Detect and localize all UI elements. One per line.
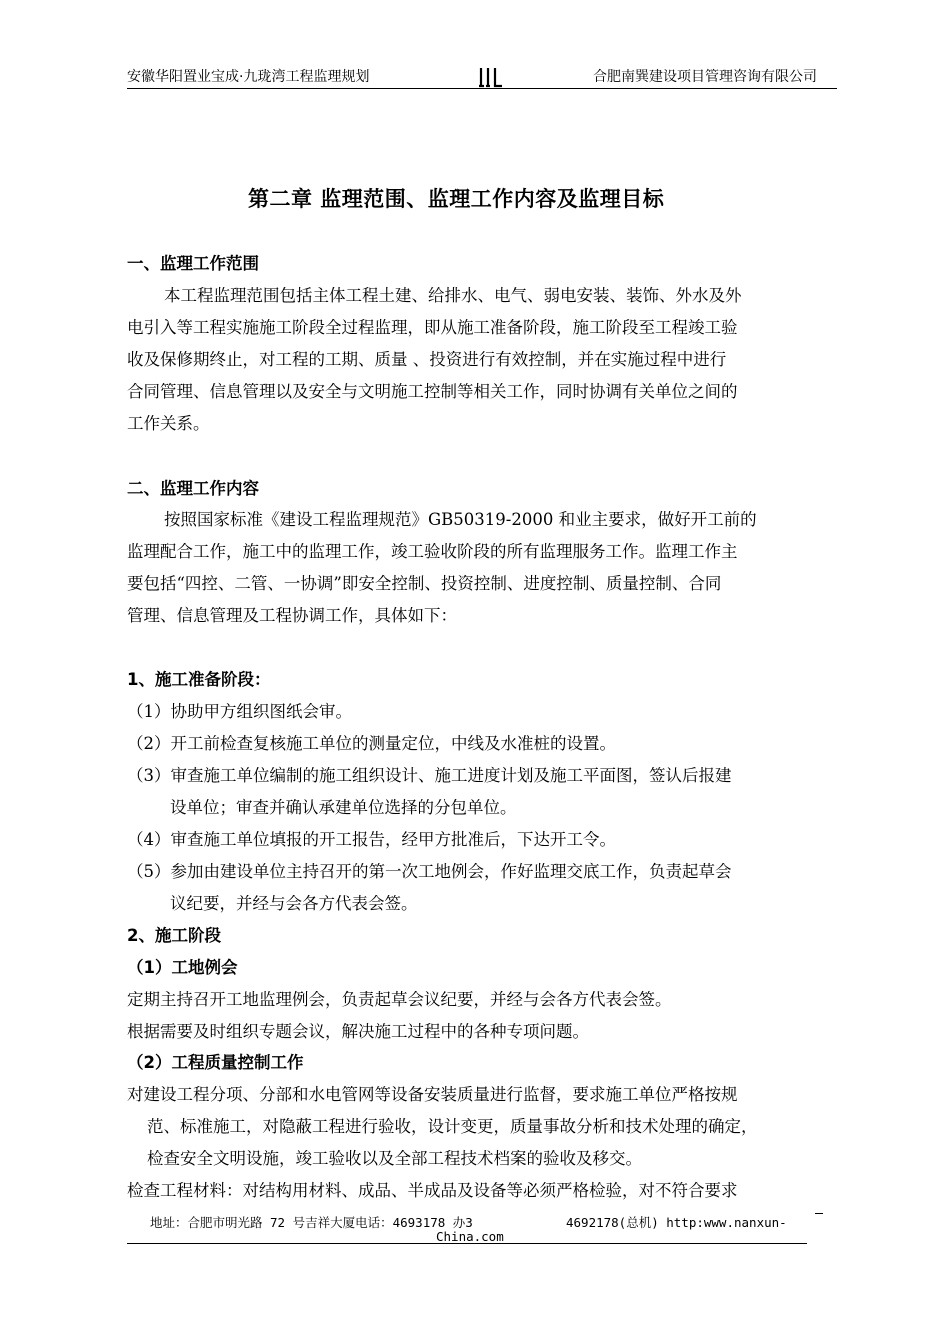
- stage2-sub2-heading: （2）工程质量控制工作: [127, 1053, 304, 1072]
- stage1-item: （1）协助甲方组织图纸会审。: [127, 702, 352, 721]
- footer-address: 地址：合肥市明光路 72 号吉祥大厦电话：4693178 办3: [150, 1215, 473, 1230]
- section1-heading: 一、监理工作范围: [127, 254, 259, 273]
- chapter-title: 第二章 监理范围、监理工作内容及监理目标: [248, 187, 665, 211]
- stage2-sub2-line: 对建设工程分项、分部和水电管网等设备安装质量进行监督，要求施工单位严格按规: [127, 1085, 738, 1104]
- company-logo-icon: [478, 66, 504, 88]
- stage2-sub2-line: 检查工程材料：对结构用材料、成品、半成品及设备等必须严格检验，对不符合要求: [127, 1181, 738, 1200]
- section2-line: 管理、信息管理及工程协调工作，具体如下：: [127, 606, 457, 625]
- stage2-sub2-line: 范、标准施工，对隐蔽工程进行验收，设计变更，质量事故分析和技术处理的确定，: [147, 1117, 758, 1136]
- stage1-item: （5）参加由建设单位主持召开的第一次工地例会，作好监理交底工作，负责起草会: [127, 862, 732, 881]
- stage2-sub1-heading: （1）工地例会: [127, 958, 238, 977]
- footer-web-cont: China.com: [436, 1229, 504, 1244]
- stage1-item: （4）审查施工单位填报的开工报告，经甲方批准后，下达开工令。: [127, 830, 616, 849]
- stage1-heading: 1、施工准备阶段：: [127, 670, 271, 689]
- stage1-item: （2）开工前检查复核施工单位的测量定位，中线及水准桩的设置。: [127, 734, 616, 753]
- section2-line: 按照国家标准《建设工程监理规范》GB50319-2000 和业主要求，做好开工前的: [164, 510, 757, 529]
- section2-line: 要包括“四控、二管、一协调”即安全控制、投资控制、进度控制、质量控制、合同: [127, 574, 722, 593]
- section2-heading: 二、监理工作内容: [127, 479, 259, 498]
- section2-line: 监理配合工作，施工中的监理工作，竣工验收阶段的所有监理服务工作。监理工作主: [127, 542, 738, 561]
- section1-line: 本工程监理范围包括主体工程土建、给排水、电气、弱电安装、装饰、外水及外: [164, 286, 742, 305]
- section1-line: 工作关系。: [127, 414, 210, 433]
- stage2-sub2-line: 检查安全文明设施，竣工验收以及全部工程技术档案的验收及移交。: [147, 1149, 642, 1168]
- footer-dash: [815, 1213, 823, 1214]
- stage2-sub1-line: 定期主持召开工地监理例会，负责起草会议纪要，并经与会各方代表会签。: [127, 990, 672, 1009]
- header-right-company: 合肥南巽建设项目管理咨询有限公司: [593, 69, 817, 85]
- stage1-item-cont: 设单位；审查并确认承建单位选择的分包单位。: [170, 798, 517, 817]
- stage2-sub1-line: 根据需要及时组织专题会议，解决施工过程中的各种专项问题。: [127, 1022, 589, 1041]
- stage1-item: （3）审查施工单位编制的施工组织设计、施工进度计划及施工平面图，签认后报建: [127, 766, 732, 785]
- section1-line: 合同管理、信息管理以及安全与文明施工控制等相关工作，同时协调有关单位之间的: [127, 382, 738, 401]
- section1-line: 电引入等工程实施施工阶段全过程监理，即从施工准备阶段，施工阶段至工程竣工验: [127, 318, 738, 337]
- footer-phone-web: 4692178(总机) http:www.nanxun-: [566, 1215, 787, 1230]
- stage2-heading: 2、施工阶段: [127, 926, 221, 945]
- header-left-title: 安徽华阳置业宝成·九珑湾工程监理规划: [127, 69, 370, 85]
- header-divider: [127, 88, 837, 89]
- footer-divider: [127, 1243, 807, 1244]
- section1-line: 收及保修期终止，对工程的工期、质量 、投资进行有效控制，并在实施过程中进行: [127, 350, 727, 369]
- stage1-item-cont: 议纪要，并经与会各方代表会签。: [170, 894, 418, 913]
